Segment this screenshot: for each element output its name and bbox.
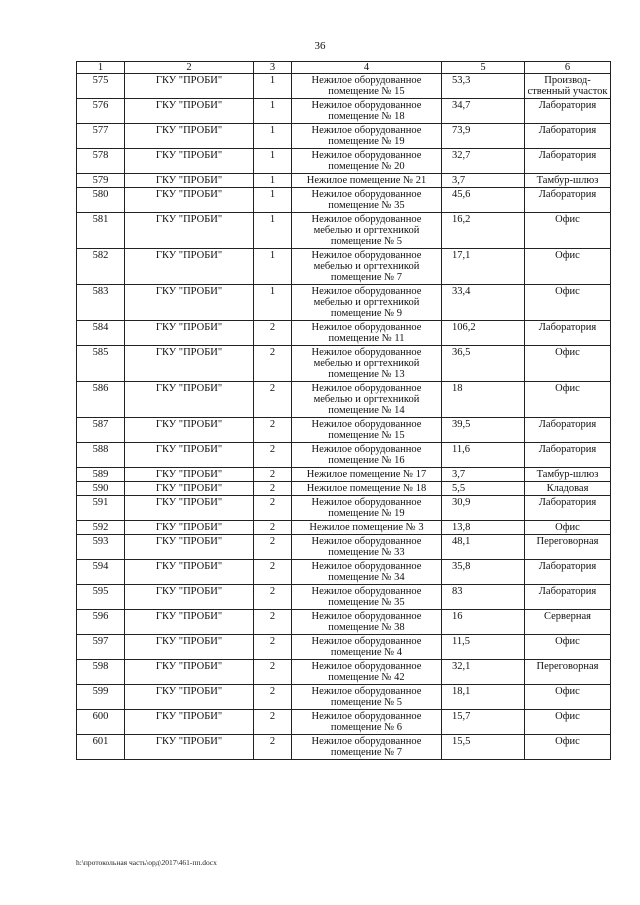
table-row: [77, 149, 611, 174]
organization-cell: ГКУ "ПРОБИ": [125, 585, 254, 610]
file-path-footer: h:\протокольная часть\орд\2017\461-пп.docx: [76, 858, 217, 867]
premises-description-cell: Нежилое помещение № 17: [292, 468, 442, 482]
table-row: [77, 468, 611, 482]
floor-cell: 1: [254, 149, 292, 174]
premises-description-cell: Нежилое оборудованное мебелью и оргтехникой помещение № 9: [292, 285, 442, 321]
floor-cell: 1: [254, 124, 292, 149]
row-number-cell: 599: [77, 685, 125, 710]
organization-cell: ГКУ "ПРОБИ": [125, 685, 254, 710]
floor-cell: 2: [254, 443, 292, 468]
premises-description-cell: Нежилое оборудованное помещение № 18: [292, 99, 442, 124]
row-number-cell: 581: [77, 213, 125, 249]
column-header: 5: [442, 62, 525, 74]
table-row: [77, 521, 611, 535]
purpose-cell: Лаборатория: [525, 443, 611, 468]
area-cell: 53,3: [442, 74, 525, 99]
table-row: [77, 735, 611, 760]
floor-cell: 2: [254, 468, 292, 482]
row-number-cell: 593: [77, 535, 125, 560]
row-number-cell: 595: [77, 585, 125, 610]
premises-description-cell: Нежилое оборудованное помещение № 20: [292, 149, 442, 174]
table-row: [77, 560, 611, 585]
floor-cell: 2: [254, 535, 292, 560]
row-number-cell: 578: [77, 149, 125, 174]
floor-cell: 1: [254, 74, 292, 99]
purpose-cell: Переговорная: [525, 660, 611, 685]
premises-description-cell: Нежилое оборудованное помещение № 35: [292, 188, 442, 213]
row-number-cell: 579: [77, 174, 125, 188]
organization-cell: ГКУ "ПРОБИ": [125, 213, 254, 249]
area-cell: 18: [442, 382, 525, 418]
table-row: [77, 635, 611, 660]
premises-description-cell: Нежилое оборудованное мебелью и оргтехникой помещение № 7: [292, 249, 442, 285]
table-row: [77, 74, 611, 99]
row-number-cell: 598: [77, 660, 125, 685]
row-number-cell: 601: [77, 735, 125, 760]
table-row: [77, 249, 611, 285]
premises-description-cell: Нежилое оборудованное помещение № 11: [292, 321, 442, 346]
page-number: 36: [314, 40, 326, 52]
column-header: 3: [254, 62, 292, 74]
organization-cell: ГКУ "ПРОБИ": [125, 418, 254, 443]
row-number-cell: 580: [77, 188, 125, 213]
row-number-cell: 582: [77, 249, 125, 285]
purpose-cell: Офис: [525, 249, 611, 285]
purpose-cell: Тамбур-шлюз: [525, 468, 611, 482]
area-cell: 30,9: [442, 496, 525, 521]
row-number-cell: 590: [77, 482, 125, 496]
purpose-cell: Офис: [525, 735, 611, 760]
purpose-cell: Офис: [525, 521, 611, 535]
organization-cell: ГКУ "ПРОБИ": [125, 710, 254, 735]
purpose-cell: Лаборатория: [525, 99, 611, 124]
organization-cell: ГКУ "ПРОБИ": [125, 174, 254, 188]
premises-description-cell: Нежилое оборудованное помещение № 5: [292, 685, 442, 710]
organization-cell: ГКУ "ПРОБИ": [125, 99, 254, 124]
purpose-cell: Лаборатория: [525, 188, 611, 213]
table-header-row: [77, 62, 611, 74]
row-number-cell: 584: [77, 321, 125, 346]
purpose-cell: Лаборатория: [525, 496, 611, 521]
table-row: [77, 213, 611, 249]
table-row: [77, 124, 611, 149]
table-row: [77, 99, 611, 124]
premises-description-cell: Нежилое оборудованное помещение № 38: [292, 610, 442, 635]
row-number-cell: 577: [77, 124, 125, 149]
premises-description-cell: Нежилое помещение № 18: [292, 482, 442, 496]
table-row: [77, 710, 611, 735]
area-cell: 32,1: [442, 660, 525, 685]
area-cell: 16,2: [442, 213, 525, 249]
column-header: 1: [77, 62, 125, 74]
area-cell: 13,8: [442, 521, 525, 535]
floor-cell: 2: [254, 321, 292, 346]
premises-description-cell: Нежилое оборудованное помещение № 7: [292, 735, 442, 760]
organization-cell: ГКУ "ПРОБИ": [125, 496, 254, 521]
organization-cell: ГКУ "ПРОБИ": [125, 321, 254, 346]
organization-cell: ГКУ "ПРОБИ": [125, 735, 254, 760]
organization-cell: ГКУ "ПРОБИ": [125, 74, 254, 99]
purpose-cell: Кладовая: [525, 482, 611, 496]
area-cell: 73,9: [442, 124, 525, 149]
area-cell: 5,5: [442, 482, 525, 496]
organization-cell: ГКУ "ПРОБИ": [125, 560, 254, 585]
premises-description-cell: Нежилое оборудованное помещение № 6: [292, 710, 442, 735]
premises-description-cell: Нежилое оборудованное помещение № 15: [292, 74, 442, 99]
floor-cell: 2: [254, 735, 292, 760]
purpose-cell: Тамбур-шлюз: [525, 174, 611, 188]
area-cell: 83: [442, 585, 525, 610]
floor-cell: 2: [254, 521, 292, 535]
area-cell: 34,7: [442, 99, 525, 124]
purpose-cell: Офис: [525, 382, 611, 418]
table-row: [77, 535, 611, 560]
floor-cell: 2: [254, 635, 292, 660]
purpose-cell: Офис: [525, 213, 611, 249]
floor-cell: 1: [254, 213, 292, 249]
area-cell: 17,1: [442, 249, 525, 285]
organization-cell: ГКУ "ПРОБИ": [125, 124, 254, 149]
area-cell: 33,4: [442, 285, 525, 321]
premises-description-cell: Нежилое оборудованное помещение № 19: [292, 496, 442, 521]
row-number-cell: 597: [77, 635, 125, 660]
table-row: [77, 610, 611, 635]
table-row: [77, 321, 611, 346]
area-cell: 11,6: [442, 443, 525, 468]
area-cell: 36,5: [442, 346, 525, 382]
purpose-cell: Лаборатория: [525, 149, 611, 174]
premises-description-cell: Нежилое оборудованное помещение № 4: [292, 635, 442, 660]
premises-description-cell: Нежилое оборудованное мебелью и оргтехникой помещение № 5: [292, 213, 442, 249]
table-row: [77, 382, 611, 418]
area-cell: 18,1: [442, 685, 525, 710]
premises-description-cell: Нежилое оборудованное помещение № 16: [292, 443, 442, 468]
organization-cell: ГКУ "ПРОБИ": [125, 346, 254, 382]
table-row: [77, 482, 611, 496]
row-number-cell: 587: [77, 418, 125, 443]
premises-description-cell: Нежилое оборудованное мебелью и оргтехникой помещение № 14: [292, 382, 442, 418]
premises-description-cell: Нежилое оборудованное помещение № 19: [292, 124, 442, 149]
row-number-cell: 583: [77, 285, 125, 321]
purpose-cell: Лаборатория: [525, 560, 611, 585]
table-row: [77, 685, 611, 710]
organization-cell: ГКУ "ПРОБИ": [125, 535, 254, 560]
row-number-cell: 586: [77, 382, 125, 418]
area-cell: 45,6: [442, 188, 525, 213]
row-number-cell: 576: [77, 99, 125, 124]
organization-cell: ГКУ "ПРОБИ": [125, 149, 254, 174]
purpose-cell: Лаборатория: [525, 321, 611, 346]
area-cell: 15,5: [442, 735, 525, 760]
table-row: [77, 188, 611, 213]
floor-cell: 1: [254, 174, 292, 188]
row-number-cell: 585: [77, 346, 125, 382]
table-row: [77, 496, 611, 521]
table-body: [77, 74, 611, 760]
purpose-cell: Лаборатория: [525, 585, 611, 610]
area-cell: 11,5: [442, 635, 525, 660]
table-row: [77, 443, 611, 468]
purpose-cell: Лаборатория: [525, 124, 611, 149]
table-row: [77, 346, 611, 382]
organization-cell: ГКУ "ПРОБИ": [125, 521, 254, 535]
row-number-cell: 589: [77, 468, 125, 482]
column-header: 2: [125, 62, 254, 74]
table-row: [77, 660, 611, 685]
row-number-cell: 594: [77, 560, 125, 585]
floor-cell: 1: [254, 99, 292, 124]
organization-cell: ГКУ "ПРОБИ": [125, 635, 254, 660]
floor-cell: 2: [254, 382, 292, 418]
floor-cell: 2: [254, 560, 292, 585]
row-number-cell: 592: [77, 521, 125, 535]
floor-cell: 2: [254, 710, 292, 735]
row-number-cell: 600: [77, 710, 125, 735]
floor-cell: 2: [254, 660, 292, 685]
table-row: [77, 418, 611, 443]
floor-cell: 2: [254, 585, 292, 610]
purpose-cell: Офис: [525, 285, 611, 321]
organization-cell: ГКУ "ПРОБИ": [125, 382, 254, 418]
purpose-cell: Офис: [525, 346, 611, 382]
floor-cell: 1: [254, 188, 292, 213]
premises-description-cell: Нежилое оборудованное помещение № 42: [292, 660, 442, 685]
organization-cell: ГКУ "ПРОБИ": [125, 660, 254, 685]
organization-cell: ГКУ "ПРОБИ": [125, 468, 254, 482]
floor-cell: 2: [254, 610, 292, 635]
premises-description-cell: Нежилое оборудованное помещение № 15: [292, 418, 442, 443]
premises-description-cell: Нежилое оборудованное помещение № 33: [292, 535, 442, 560]
area-cell: 39,5: [442, 418, 525, 443]
organization-cell: ГКУ "ПРОБИ": [125, 285, 254, 321]
floor-cell: 2: [254, 418, 292, 443]
floor-cell: 2: [254, 685, 292, 710]
organization-cell: ГКУ "ПРОБИ": [125, 443, 254, 468]
row-number-cell: 591: [77, 496, 125, 521]
row-number-cell: 596: [77, 610, 125, 635]
area-cell: 35,8: [442, 560, 525, 585]
purpose-cell: Лаборатория: [525, 418, 611, 443]
purpose-cell: Офис: [525, 635, 611, 660]
premises-description-cell: Нежилое помещение № 21: [292, 174, 442, 188]
organization-cell: ГКУ "ПРОБИ": [125, 188, 254, 213]
property-table: [76, 61, 611, 760]
floor-cell: 2: [254, 482, 292, 496]
floor-cell: 2: [254, 346, 292, 382]
purpose-cell: Офис: [525, 710, 611, 735]
row-number-cell: 588: [77, 443, 125, 468]
purpose-cell: Серверная: [525, 610, 611, 635]
area-cell: 3,7: [442, 174, 525, 188]
column-header: 4: [292, 62, 442, 74]
table-row: [77, 285, 611, 321]
purpose-cell: Производ-ственный участок: [525, 74, 611, 99]
premises-description-cell: Нежилое помещение № 3: [292, 521, 442, 535]
floor-cell: 1: [254, 249, 292, 285]
area-cell: 106,2: [442, 321, 525, 346]
premises-description-cell: Нежилое оборудованное помещение № 34: [292, 560, 442, 585]
area-cell: 16: [442, 610, 525, 635]
organization-cell: ГКУ "ПРОБИ": [125, 482, 254, 496]
organization-cell: ГКУ "ПРОБИ": [125, 610, 254, 635]
purpose-cell: Офис: [525, 685, 611, 710]
table-row: [77, 585, 611, 610]
column-header: 6: [525, 62, 611, 74]
floor-cell: 2: [254, 496, 292, 521]
area-cell: 15,7: [442, 710, 525, 735]
premises-description-cell: Нежилое оборудованное мебелью и оргтехникой помещение № 13: [292, 346, 442, 382]
organization-cell: ГКУ "ПРОБИ": [125, 249, 254, 285]
premises-description-cell: Нежилое оборудованное помещение № 35: [292, 585, 442, 610]
area-cell: 3,7: [442, 468, 525, 482]
area-cell: 48,1: [442, 535, 525, 560]
floor-cell: 1: [254, 285, 292, 321]
area-cell: 32,7: [442, 149, 525, 174]
row-number-cell: 575: [77, 74, 125, 99]
table-row: [77, 174, 611, 188]
purpose-cell: Переговорная: [525, 535, 611, 560]
